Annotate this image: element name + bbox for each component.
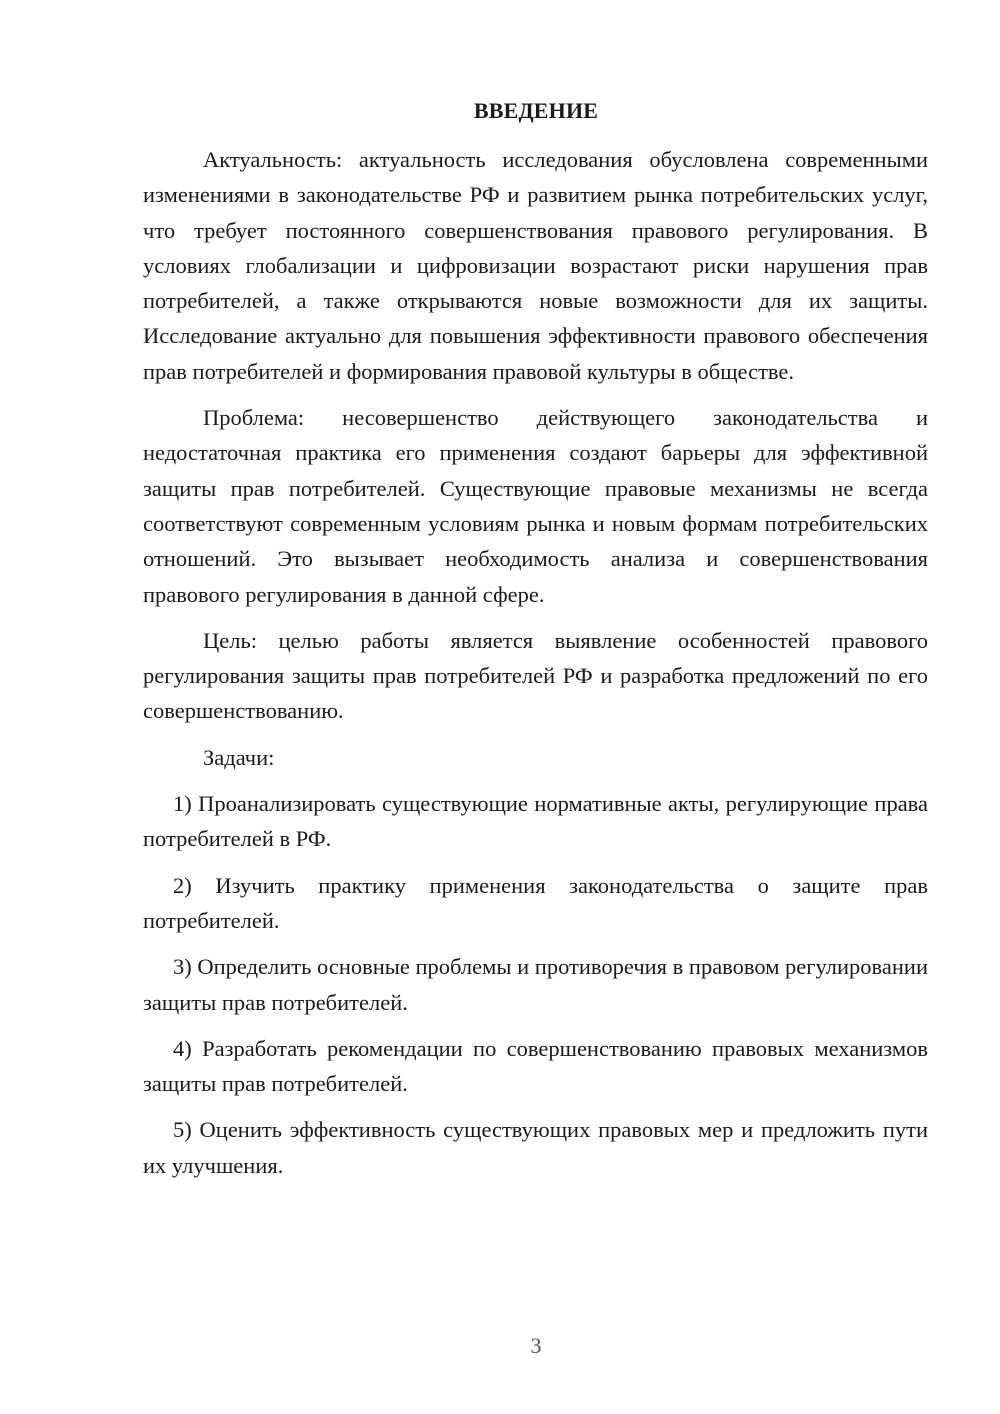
tasks-heading: Задачи: [203, 744, 275, 770]
task-item-5: 5) Оценить эффективность существующих правовых мер и предложить пути их улучшения. [143, 1117, 928, 1178]
paragraph-goal: Цель: целью работы является выявление особенностей правового регулирования защиты прав потребителей РФ и разработка предложений по его совершенствованию. [143, 627, 928, 724]
task-item-4: 4) Разработать рекомендации по совершенствованию правовых механизмов защиты прав потребителей. [143, 1035, 928, 1097]
document-body [143, 142, 928, 1194]
page-number: 3 [530, 1333, 542, 1358]
task-item-2: 2) Изучить практику применения законодательства о защите прав потребителей. [143, 872, 928, 933]
tasks-list [143, 786, 928, 1183]
task-item-1: 1) Проанализировать существующие нормативные акты, регулирующие права потребителей в РФ. [143, 791, 928, 852]
document-title: ВВЕДЕНИЕ [473, 98, 599, 123]
task-item-3: 3) Определить основные проблемы и противоречия в правовом регулировании защиты прав потребителей. [143, 954, 928, 1015]
paragraph-relevance: Актуальность: актуальность исследования обусловлена современными изменениями в законодательстве РФ и развитием рынка потребительских услуг, что требует постоянного совершенствования правового регулирования. В условиях глобализации и цифровизации возрастают риски нарушения прав потребителей, а также открываются новые возможности для их защиты. Исследование актуально для повышения эффективности правового обеспечения прав потребителей и формирования правовой культуры в обществе. [143, 147, 928, 384]
paragraph-problem: Проблема: несовершенство действующего законодательства и недостаточная практика его применения создают барьеры для эффективной защиты прав потребителей. Существующие правовые механизмы не всегда соответствуют современным условиям рынка и новым формам потребительских отношений. Это вызывает необходимость анализа и совершенствования правового регулирования в данной сфере. [143, 405, 928, 607]
